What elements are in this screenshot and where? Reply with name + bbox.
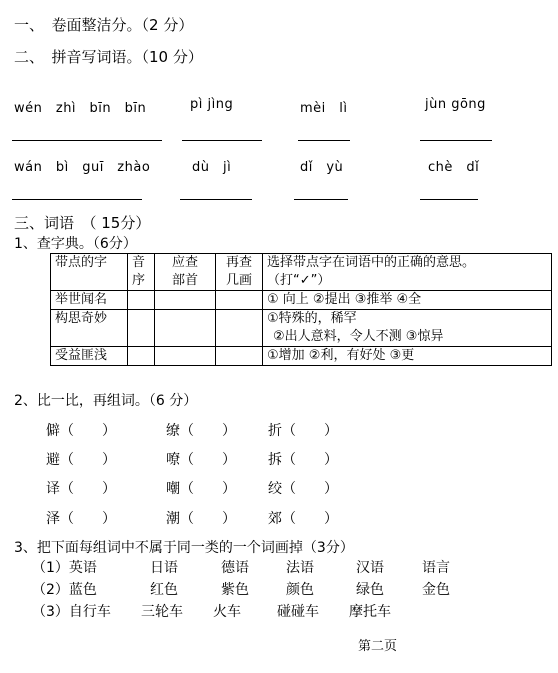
answer-cell[interactable] [128,347,155,366]
header-yinxu: 序 [132,273,146,288]
header-meaning: 选择带点字在词语中的正确的意思。 [267,255,476,270]
q3-word[interactable]: 语言 [422,560,450,576]
answer-line[interactable] [420,140,492,141]
pinyin-8: chè dǐ [428,160,480,175]
header-yinxu: 音 [132,255,146,270]
meaning-options[interactable] [263,310,552,347]
row-word: 举世闻名 [51,291,128,310]
section-1-title: 一、 卷面整洁分。（2 分） [14,16,194,34]
compare-item[interactable]: 折（ ） [268,423,338,439]
q3-word[interactable]: （1）英语 [32,560,97,576]
table-row [51,347,552,366]
q3-word[interactable]: 摩托车 [349,604,391,620]
header-bushou: 应查 [171,255,198,270]
pinyin-7: dǐ yù [300,160,344,175]
answer-cell[interactable] [128,291,155,310]
answer-line[interactable] [12,140,162,141]
q3-word[interactable]: 金色 [422,582,450,598]
answer-line[interactable] [180,199,252,200]
compare-item[interactable]: 译（ ） [46,481,116,497]
header-jihua: 几画 [225,273,252,288]
q3-word[interactable]: 火车 [213,604,241,620]
pinyin-6: dù jì [192,160,232,175]
answer-cell[interactable] [155,347,216,366]
answer-cell[interactable] [216,291,263,310]
row-word: 受益匪浅 [51,347,128,366]
compare-item[interactable]: 缭（ ） [166,423,236,439]
answer-line[interactable] [420,199,478,200]
section-2-title: 二、 拼音写词语。（10 分） [14,48,203,66]
meaning-option-line: ②出人意料，令人不测 ③惊异 [273,329,444,344]
q3-word[interactable]: 紫色 [221,582,249,598]
q2-title: 2、比一比，再组词。（6 分） [14,393,198,409]
table-row [51,310,552,347]
answer-cell[interactable] [216,347,263,366]
answer-cell[interactable] [155,291,216,310]
answer-line[interactable] [12,199,142,200]
compare-item[interactable]: 拆（ ） [268,452,338,468]
q3-word[interactable]: 绿色 [356,582,384,598]
q3-word[interactable]: 日语 [150,560,178,576]
q3-word[interactable]: 法语 [286,560,314,576]
meaning-options[interactable]: ①增加 ②利，有好处 ③更 [263,347,552,366]
q3-word[interactable]: 三轮车 [141,604,183,620]
table-row [51,291,552,310]
q3-title: 3、把下面每组词中不属于同一类的一个词画掉（3分） [14,540,354,556]
q3-word[interactable]: 碰碰车 [277,604,319,620]
header-char: 带点的字 [55,255,108,270]
section-3-title: 三、词语 （ 15分） [14,214,151,232]
answer-line[interactable] [182,140,262,141]
q3-word[interactable]: 红色 [150,582,178,598]
compare-item[interactable]: 泽（ ） [46,511,116,527]
table-header-row [51,254,552,291]
meaning-option-line: ①特殊的，稀罕 [267,311,357,326]
q1-title: 1、查字典。（6分） [14,236,137,252]
answer-cell[interactable] [128,310,155,347]
compare-item[interactable]: 绞（ ） [268,481,338,497]
meaning-options[interactable]: ① 向上 ②提出 ③推举 ④全 [263,291,552,310]
row-word: 构思奇妙 [51,310,128,347]
q3-word[interactable]: （3）自行车 [32,604,111,620]
pinyin-5: wán bì guī zhào [14,160,151,175]
compare-item[interactable]: 潮（ ） [166,511,236,527]
header-meaning: （打“✓”） [267,273,331,288]
answer-cell[interactable] [155,310,216,347]
pinyin-4: jùn gōng [425,97,486,112]
q3-word[interactable]: （2）蓝色 [32,582,97,598]
header-jihua: 再查 [225,255,252,270]
answer-cell[interactable] [216,310,263,347]
pinyin-1: wén zhì bīn bīn [14,101,147,116]
answer-line[interactable] [294,199,348,200]
compare-item[interactable]: 嘲（ ） [166,481,236,497]
header-bushou: 部首 [171,273,198,288]
compare-item[interactable]: 避（ ） [46,452,116,468]
q3-word[interactable]: 颜色 [286,582,314,598]
q3-word[interactable]: 德语 [221,560,249,576]
compare-item[interactable]: 嘹（ ） [166,452,236,468]
compare-item[interactable]: 郊（ ） [268,511,338,527]
answer-line[interactable] [298,140,350,141]
q3-word[interactable]: 汉语 [356,560,384,576]
dictionary-table [50,253,552,366]
compare-item[interactable]: 僻（ ） [46,423,116,439]
page-number: 第二页 [358,639,398,654]
pinyin-3: mèi lì [300,101,348,116]
pinyin-2: pì jìng [190,97,234,112]
